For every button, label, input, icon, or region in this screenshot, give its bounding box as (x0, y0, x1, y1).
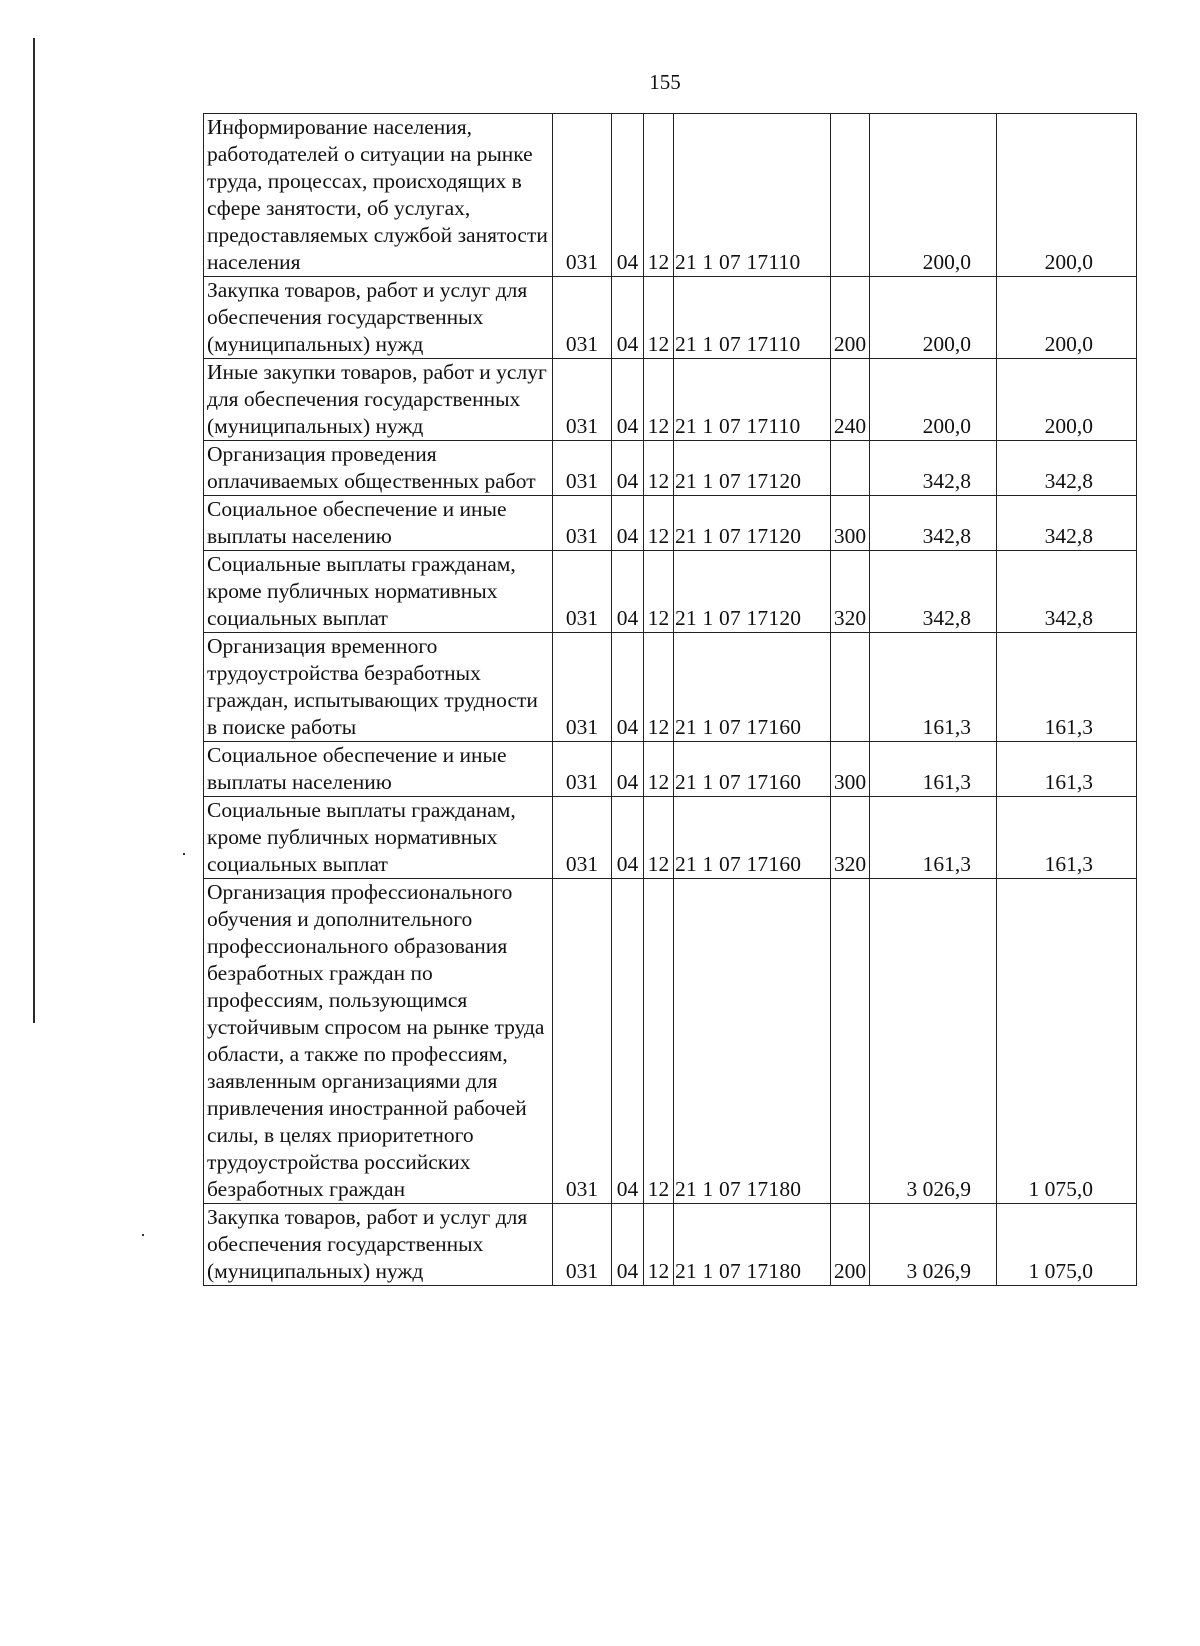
row-name-cell: Организация временного трудоустройства безработных граждан, испытывающих трудности в поиске работы (204, 633, 553, 742)
row-pr-cell: 12 (644, 359, 674, 441)
row-vr-cell: 300 (831, 742, 870, 797)
row-vr-cell: 320 (831, 797, 870, 879)
row-csr-cell: 21 1 07 17110 (674, 277, 831, 359)
row-grbs-cell: 031 (553, 441, 612, 496)
scan-speck (142, 1234, 144, 1236)
row-sum1-cell: 3 026,9 (870, 879, 997, 1204)
row-sum2-cell: 200,0 (997, 359, 1137, 441)
row-rz-cell: 04 (612, 879, 644, 1204)
row-name-cell: Информирование населения, работодателей о ситуации на рынке труда, процессах, происходящих в сфере занятости, об услугах, предоставляемых службой занятости населения (204, 114, 553, 277)
row-vr-cell: 300 (831, 496, 870, 551)
budget-table (203, 113, 1137, 1286)
row-name-cell: Иные закупки товаров, работ и услуг для обеспечения государственных (муниципальных) нужд (204, 359, 553, 441)
page-number: 155 (649, 70, 681, 94)
row-csr-cell: 21 1 07 17160 (674, 742, 831, 797)
row-sum1-cell: 200,0 (870, 277, 997, 359)
row-rz-cell: 04 (612, 359, 644, 441)
row-csr-cell: 21 1 07 17110 (674, 114, 831, 277)
row-sum2-cell: 161,3 (997, 797, 1137, 879)
row-pr-cell: 12 (644, 551, 674, 633)
row-rz-cell: 04 (612, 277, 644, 359)
row-sum1-cell: 342,8 (870, 496, 997, 551)
row-name-cell: Закупка товаров, работ и услуг для обеспечения государственных (муниципальных) нужд (204, 277, 553, 359)
row-rz-cell: 04 (612, 496, 644, 551)
table-row (204, 277, 1137, 359)
row-rz-cell: 04 (612, 551, 644, 633)
row-rz-cell: 04 (612, 114, 644, 277)
row-pr-cell: 12 (644, 277, 674, 359)
table-row (204, 114, 1137, 277)
row-sum2-cell: 342,8 (997, 496, 1137, 551)
row-pr-cell: 12 (644, 797, 674, 879)
row-sum1-cell: 161,3 (870, 797, 997, 879)
row-vr-cell (831, 441, 870, 496)
row-pr-cell: 12 (644, 441, 674, 496)
table-row (204, 1204, 1137, 1286)
table-row (204, 441, 1137, 496)
row-vr-cell (831, 879, 870, 1204)
table-row (204, 359, 1137, 441)
table-row (204, 797, 1137, 879)
row-grbs-cell: 031 (553, 1204, 612, 1286)
table-row (204, 551, 1137, 633)
row-pr-cell: 12 (644, 742, 674, 797)
row-vr-cell (831, 114, 870, 277)
row-csr-cell: 21 1 07 17120 (674, 551, 831, 633)
row-vr-cell: 200 (831, 1204, 870, 1286)
row-name-cell: Социальное обеспечение и иные выплаты населению (204, 496, 553, 551)
row-pr-cell: 12 (644, 1204, 674, 1286)
row-name-cell: Социальные выплаты гражданам, кроме публичных нормативных социальных выплат (204, 797, 553, 879)
row-sum1-cell: 3 026,9 (870, 1204, 997, 1286)
table-row (204, 633, 1137, 742)
table-row (204, 879, 1137, 1204)
row-grbs-cell: 031 (553, 797, 612, 879)
row-name-cell: Организация проведения оплачиваемых общественных работ (204, 441, 553, 496)
row-csr-cell: 21 1 07 17110 (674, 359, 831, 441)
row-vr-cell: 200 (831, 277, 870, 359)
row-grbs-cell: 031 (553, 879, 612, 1204)
row-sum1-cell: 161,3 (870, 633, 997, 742)
row-grbs-cell: 031 (553, 359, 612, 441)
row-csr-cell: 21 1 07 17120 (674, 441, 831, 496)
row-grbs-cell: 031 (553, 742, 612, 797)
row-sum2-cell: 161,3 (997, 633, 1137, 742)
row-pr-cell: 12 (644, 114, 674, 277)
row-grbs-cell: 031 (553, 114, 612, 277)
row-sum1-cell: 200,0 (870, 359, 997, 441)
row-csr-cell: 21 1 07 17120 (674, 496, 831, 551)
table-body (204, 114, 1137, 1286)
row-csr-cell: 21 1 07 17180 (674, 1204, 831, 1286)
row-sum2-cell: 342,8 (997, 441, 1137, 496)
row-rz-cell: 04 (612, 742, 644, 797)
scan-speck (183, 853, 185, 855)
row-sum1-cell: 161,3 (870, 742, 997, 797)
row-pr-cell: 12 (644, 496, 674, 551)
row-name-cell: Социальные выплаты гражданам, кроме публичных нормативных социальных выплат (204, 551, 553, 633)
row-rz-cell: 04 (612, 633, 644, 742)
row-rz-cell: 04 (612, 797, 644, 879)
row-vr-cell: 240 (831, 359, 870, 441)
row-sum1-cell: 342,8 (870, 551, 997, 633)
row-vr-cell: 320 (831, 551, 870, 633)
row-csr-cell: 21 1 07 17160 (674, 633, 831, 742)
row-pr-cell: 12 (644, 633, 674, 742)
row-grbs-cell: 031 (553, 496, 612, 551)
row-grbs-cell: 031 (553, 633, 612, 742)
row-sum1-cell: 200,0 (870, 114, 997, 277)
row-csr-cell: 21 1 07 17160 (674, 797, 831, 879)
row-name-cell: Социальное обеспечение и иные выплаты населению (204, 742, 553, 797)
scan-margin-line (33, 38, 35, 1023)
row-sum2-cell: 1 075,0 (997, 1204, 1137, 1286)
row-sum1-cell: 342,8 (870, 441, 997, 496)
row-csr-cell: 21 1 07 17180 (674, 879, 831, 1204)
row-sum2-cell: 342,8 (997, 551, 1137, 633)
row-sum2-cell: 1 075,0 (997, 879, 1137, 1204)
row-vr-cell (831, 633, 870, 742)
row-sum2-cell: 200,0 (997, 277, 1137, 359)
row-grbs-cell: 031 (553, 277, 612, 359)
table-row (204, 742, 1137, 797)
row-sum2-cell: 161,3 (997, 742, 1137, 797)
row-name-cell: Организация профессионального обучения и дополнительного профессионального образования безработных граждан по профессиям, пользующимся устойчивым спросом на рынке труда области, а также по профессиям, заявленным организациями для привлечения иностранной рабочей силы, в целях приоритетного трудоустройства российских безработных граждан (204, 879, 553, 1204)
row-name-cell: Закупка товаров, работ и услуг для обеспечения государственных (муниципальных) нужд (204, 1204, 553, 1286)
row-rz-cell: 04 (612, 1204, 644, 1286)
row-pr-cell: 12 (644, 879, 674, 1204)
table-row (204, 496, 1137, 551)
row-grbs-cell: 031 (553, 551, 612, 633)
row-sum2-cell: 200,0 (997, 114, 1137, 277)
row-rz-cell: 04 (612, 441, 644, 496)
